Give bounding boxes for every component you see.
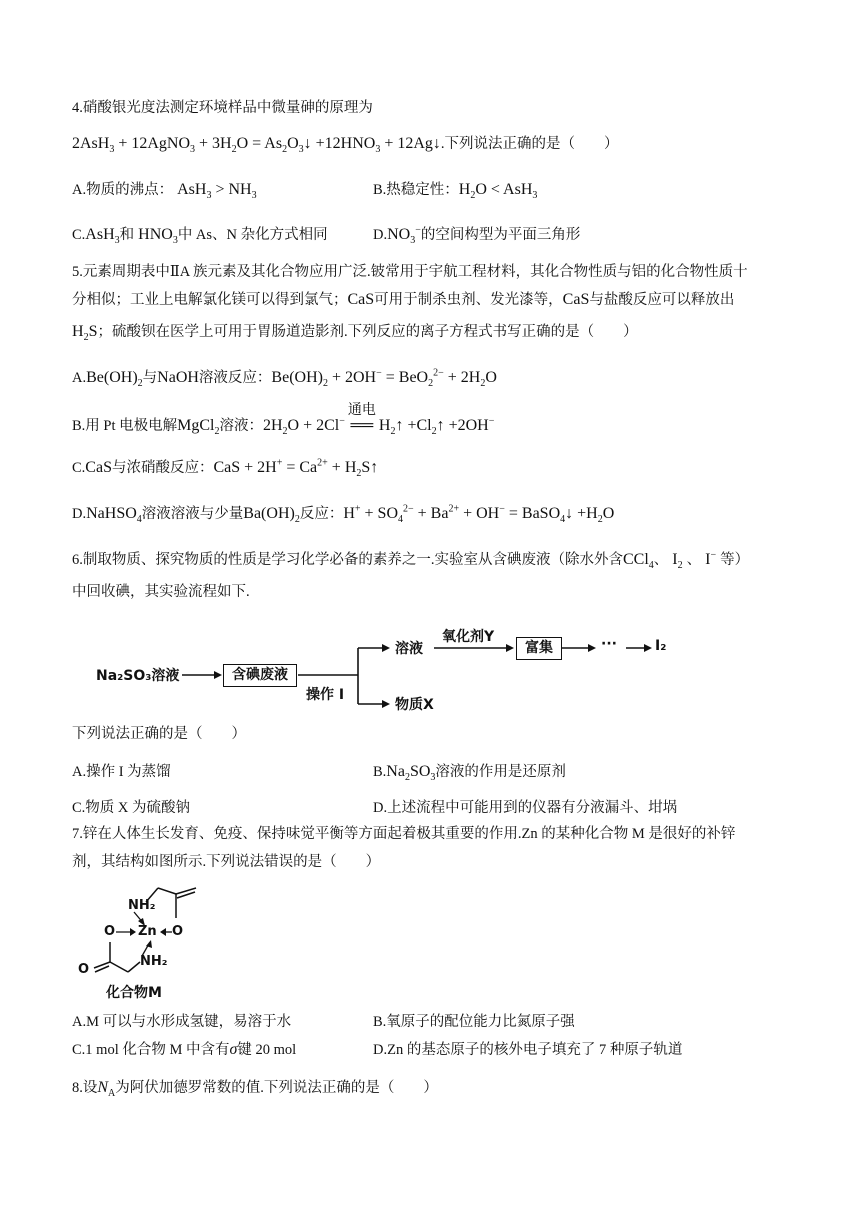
flowchart-lines xyxy=(96,626,676,722)
q7-option-a: A.M 可以与水形成氢键，易溶于水 xyxy=(72,1014,292,1030)
q4-option-b: B.热稳定性：$H_2O < AsH_3$ xyxy=(373,181,538,202)
q4-equation: 2AsH$_3$ + 12AgNO$_3$ + $3H_2O$ = $As_2O_3↓ +12HNO_3$ + 12Ag↓.下列说法正确的是（ ） xyxy=(72,135,619,156)
flowchart xyxy=(96,626,676,722)
q6-option-a: A.操作 I 为蒸馏 xyxy=(72,764,171,780)
compound-m-structure xyxy=(72,880,232,1000)
q4-option-c: C.AsH$_3$和 $HNO_3$中 As、N 杂化方式相同 xyxy=(72,226,328,247)
q4-option-a: A.物质的沸点： $AsH_3 > NH_3$ xyxy=(72,181,257,202)
flow-substance-x-label: 物质X xyxy=(395,697,434,713)
q7-stem-line2: 剂，其结构如图所示.下列说法错误的是（ ） xyxy=(72,854,381,870)
flow-start-label: Na₂SO₃溶液 xyxy=(96,668,180,684)
flow-box-enrich: 富集 xyxy=(516,637,562,660)
flow-dots: ··· xyxy=(601,636,617,652)
q5-stem-line3: $H_2S$；硫酸钡在医学上可用于胃肠道造影剂.下列反应的离子方程式书写正确的是（ ） xyxy=(72,323,638,344)
structure-nh2-top: NH₂ xyxy=(128,898,156,913)
flow-end-label: I₂ xyxy=(655,638,667,654)
q4-stem-line1: 4.硝酸银光度法测定环境样品中微量砷的原理为 xyxy=(72,100,373,116)
q6-stem-line2: 中回收碘，其实验流程如下. xyxy=(72,584,250,600)
q8-stem: 8.设$N_A$为阿伏加德罗常数的值.下列说法正确的是（ ） xyxy=(72,1079,438,1099)
structure-o-left: O xyxy=(104,924,116,939)
q6-question: 下列说法正确的是（ ） xyxy=(72,726,246,742)
flow-box-waste: 含碘废液 xyxy=(223,664,297,687)
flow-oxidant-label: 氧化剂Y xyxy=(442,629,495,645)
q5-option-d: D.NaHSO$_4$溶液溶液与少量$Ba(OH)_2$反应：$H^+ + SO_4^{2-} + Ba^{2+} + OH^-$ = BaSO$_4$↓ $+H_2O$ xyxy=(72,503,615,526)
q7-option-c: C.1 mol 化合物 M 中含有σ键 20 mol xyxy=(72,1041,297,1058)
structure-o-right: O xyxy=(172,924,184,939)
q5-stem-line1: 5.元素周期表中ⅡA 族元素及其化合物应用广泛.铍常用于宇航工程材料，其化合物性质与铝的化合物性质十 xyxy=(72,264,748,280)
q6-option-c: C.物质 X 为硫酸钠 xyxy=(72,800,191,816)
q5-option-b: B.用 Pt 电极电解MgCl$_2$溶液：$2H_2O + 2Cl^-$ 通电 ══ $H_2↑$ $+Cl_2↑ +2OH^-$ xyxy=(72,403,495,438)
q6-option-b: $B.Na_2SO_3$溶液的作用是还原剂 xyxy=(373,763,566,784)
q7-option-d: D.Zn 的基态原子的核外电子填充了 7 种原子轨道 xyxy=(373,1042,683,1058)
q6-option-d: D.上述流程中可能用到的仪器有分液漏斗、坩埚 xyxy=(373,800,678,816)
structure-o-bottom: O xyxy=(78,962,90,977)
q6-stem-line1: 6.制取物质、探究物质的性质是学习化学必备的素养之一.实验室从含碘废液（除水外含CCl$_4$、 $I_2$ 、 I− 等） xyxy=(72,549,750,572)
flow-solution-label: 溶液 xyxy=(395,641,423,657)
flow-operation-label: 操作 I xyxy=(306,687,345,703)
structure-nh2-bottom: NH₂ xyxy=(140,954,168,969)
q5-option-c: C.CaS与浓硝酸反应：CaS + $2H^+ = Ca^{2+}$ + $H_2S↑$ xyxy=(72,457,379,480)
structure-caption: 化合物M xyxy=(106,985,162,1001)
q7-option-b: B.氧原子的配位能力比氮原子强 xyxy=(373,1014,575,1030)
structure-zn: Zn xyxy=(138,924,157,939)
q5-option-a: $A.Be(OH)_2$与NaOH溶液反应：$Be(OH)_2 + 2OH^- = BeO_2^{2-} + 2H_2O$ xyxy=(72,367,497,390)
q4-option-d: $D.NO_3^-$的空间构型为平面三角形 xyxy=(373,224,581,247)
q7-stem-line1: 7.锌在人体生长发育、免疫、保持味觉平衡等方面起着极其重要的作用.Zn 的某种化合物 M 是很好的补锌 xyxy=(72,826,736,842)
q5-stem-line2: 分相似；工业上电解氯化镁可以得到氯气；CaS可用于制杀虫剂、发光漆等，CaS与盐酸反应可以释放出 xyxy=(72,291,735,308)
